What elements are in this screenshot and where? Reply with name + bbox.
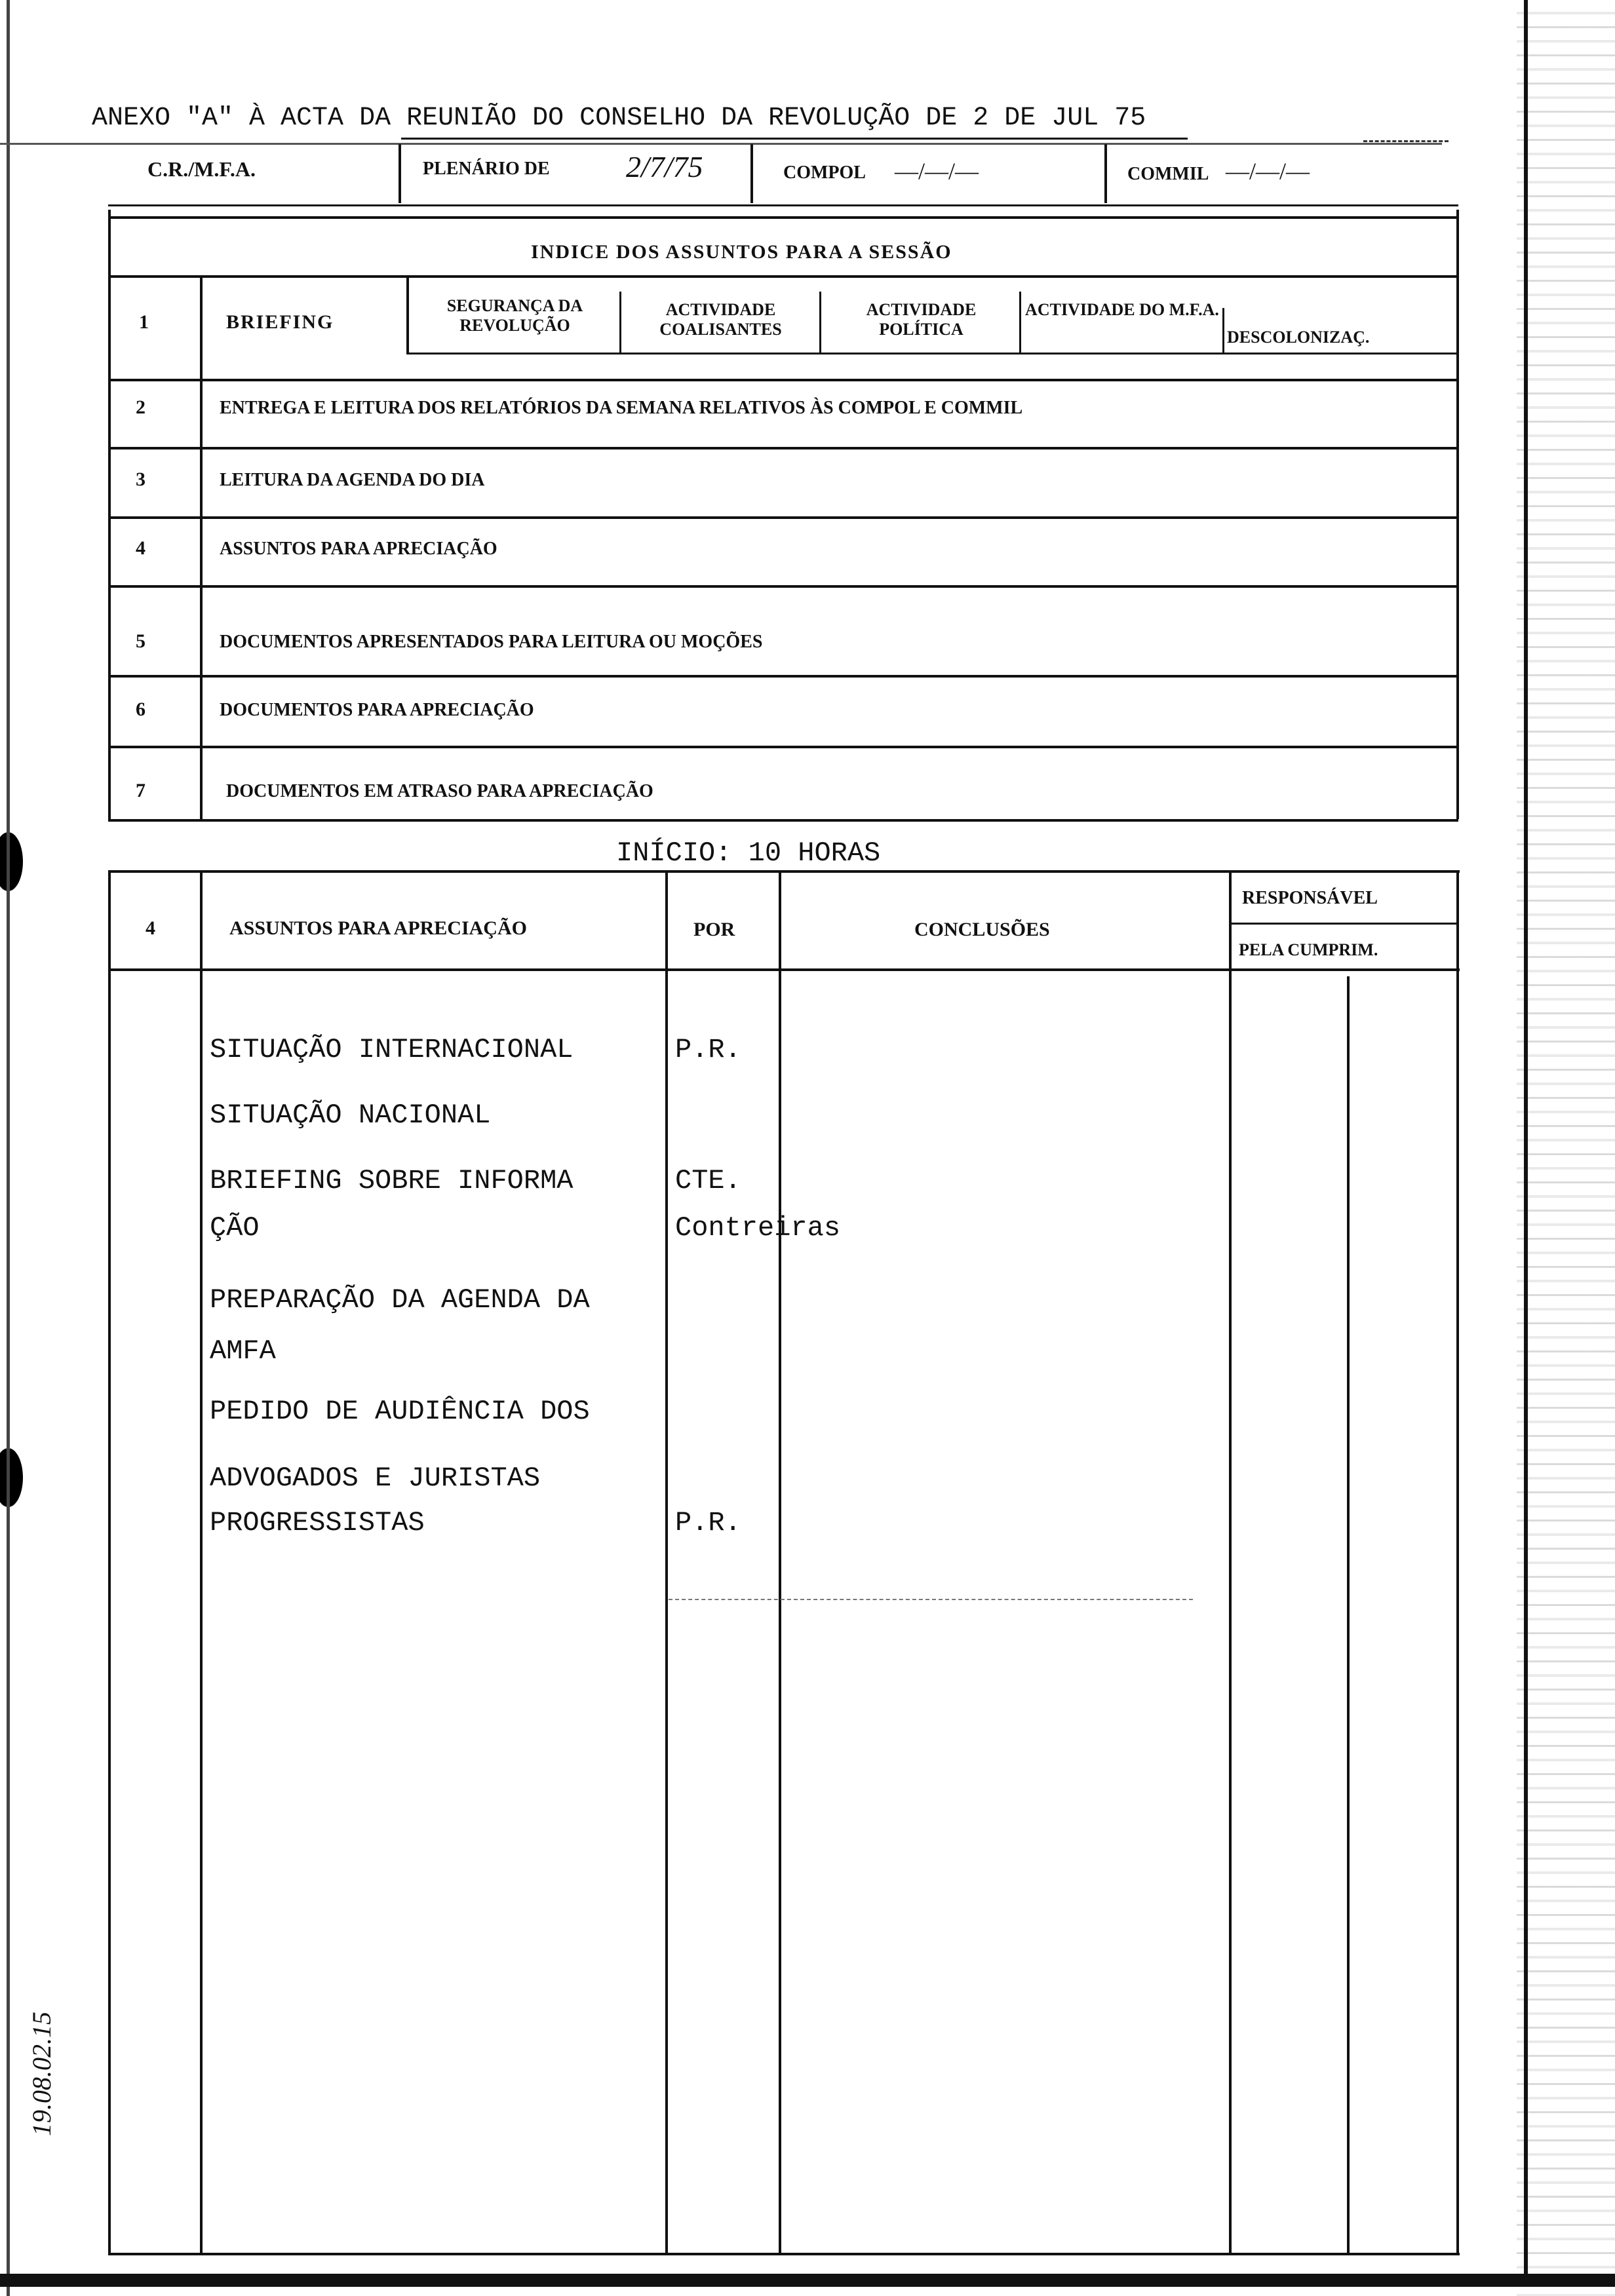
agenda-item-text: PROGRESSISTAS <box>210 1507 425 1539</box>
agenda-item-text: SITUAÇÃO NACIONAL <box>210 1100 491 1131</box>
inicio-label: INÍCIO: 10 HORAS <box>616 837 881 869</box>
index-label-4: ASSUNTOS PARA APRECIAÇÃO <box>220 539 497 559</box>
punch-hole-bottom <box>0 1448 23 1507</box>
scan-edge-noise <box>1517 0 1615 2296</box>
scan-border-bottom <box>0 2274 1615 2287</box>
index-label-7: DOCUMENTOS EM ATRASO PARA APRECIAÇÃO <box>226 781 653 801</box>
index-briefing-label: BRIEFING <box>226 311 334 333</box>
agenda-header-num: 4 <box>146 917 155 939</box>
agenda-item-text: PEDIDO DE AUDIÊNCIA DOS <box>210 1396 590 1427</box>
agenda-item-text: ADVOGADOS E JURISTAS <box>210 1463 541 1494</box>
org-label: C.R./M.F.A. <box>147 157 256 181</box>
header-sep-1 <box>750 144 753 203</box>
agenda-item-text: AMFA <box>210 1335 276 1367</box>
agenda-item-por: P.R. <box>675 1507 741 1539</box>
agenda-header-assuntos: ASSUNTOS PARA APRECIAÇÃO <box>229 917 527 939</box>
agenda-item-text: ÇÃO <box>210 1212 260 1244</box>
index-num-5: 5 <box>136 630 146 652</box>
agenda-item-text: SITUAÇÃO INTERNACIONAL <box>210 1034 574 1065</box>
header-box-left <box>399 144 401 203</box>
agenda-item-text: PREPARAÇÃO DA AGENDA DA <box>210 1284 590 1316</box>
index-num-3: 3 <box>136 469 146 490</box>
index-label-2: ENTREGA E LEITURA DOS RELATÓRIOS DA SEMANA RELATIVOS ÀS COMPOL E COMMIL <box>220 398 1023 418</box>
index-label-3: LEITURA DA AGENDA DO DIA <box>220 470 485 490</box>
index-num-2: 2 <box>136 396 146 418</box>
index-num-6: 6 <box>136 698 146 720</box>
agenda-item-por: Contreiras <box>675 1212 841 1244</box>
briefing-sub-mfa: ACTIVIDADE DO M.F.A. <box>1025 300 1219 319</box>
agenda-item-text: BRIEFING SOBRE INFORMA <box>210 1165 574 1196</box>
agenda-header-por: POR <box>693 919 735 940</box>
agenda-item-por: CTE. <box>675 1165 741 1196</box>
document-title: ANEXO "A" À ACTA DA REUNIÃO DO CONSELHO DA REVOLUÇÃO DE 2 DE JUL 75 <box>92 104 1146 133</box>
header-sep-2 <box>1104 144 1107 203</box>
commil-date: —/—/— <box>1226 158 1310 184</box>
index-label-5: DOCUMENTOS APRESENTADOS PARA LEITURA OU MOÇÕES <box>220 632 763 652</box>
title-dash-right <box>1363 140 1449 142</box>
index-num-1: 1 <box>139 311 149 333</box>
plenario-date: 2/7/75 <box>626 150 703 183</box>
title-underline <box>401 138 1188 140</box>
compol-date: —/—/— <box>895 158 979 184</box>
index-num-7: 7 <box>136 780 146 801</box>
title-rule <box>0 143 1442 145</box>
scan-border-left <box>7 0 10 2296</box>
briefing-sub-descolonizacao: DESCOLONIZAÇ. <box>1227 328 1370 347</box>
margin-handwritten-note: 19.08.02.15 <box>27 2012 56 2136</box>
plenario-label: PLENÁRIO DE <box>423 159 550 179</box>
agenda-header-responsavel: RESPONSÁVEL <box>1242 888 1378 908</box>
index-label-6: DOCUMENTOS PARA APRECIAÇÃO <box>220 700 534 720</box>
commil-label: COMMIL <box>1127 164 1209 184</box>
scan-border-right <box>1524 0 1528 2274</box>
agenda-header-pela: PELA CUMPRIM. <box>1239 940 1378 959</box>
header-box-bottom <box>108 204 1458 206</box>
compol-label: COMPOL <box>783 163 866 183</box>
briefing-sub-coalisantes: ACTIVIDADE COALISANTES <box>659 300 782 339</box>
briefing-sub-politica: ACTIVIDADE POLÍTICA <box>866 300 977 339</box>
index-title: INDICE DOS ASSUNTOS PARA A SESSÃO <box>531 241 952 263</box>
punch-hole-top <box>0 832 23 891</box>
briefing-sub-seguranca: SEGURANÇA DA REVOLUÇÃO <box>446 296 583 335</box>
index-num-4: 4 <box>136 537 146 559</box>
agenda-item-por: P.R. <box>675 1034 741 1065</box>
agenda-header-conclusoes: CONCLUSÕES <box>914 919 1050 940</box>
